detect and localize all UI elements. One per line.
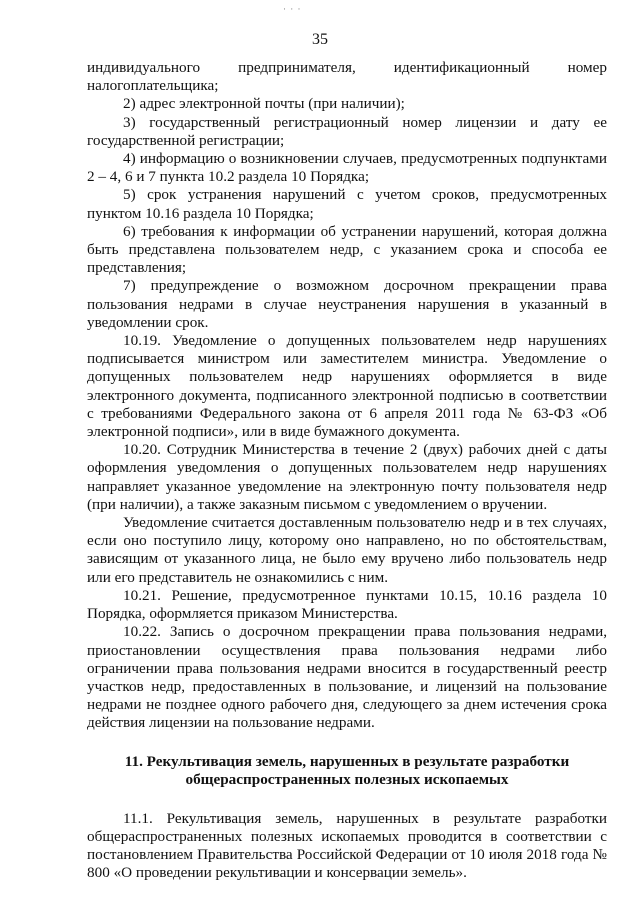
clause-10-20-delivery: Уведомление считается доставленным пользователю недр и в тех случаях, если оно поступило лицу, которому оно направлено, но по обстоятельствам, зависящим от указанного лица, не было ему вручено либо пользователь недр или его представитель не ознакомились с ним. (87, 514, 607, 586)
list-item-5: 5) срок устранения нарушений с учетом сроков, предусмотренных пунктом 10.16 раздела 10 Порядка; (87, 186, 607, 222)
section-heading-line-1: 11. Рекультивация земель, нарушенных в результате разработки (124, 752, 570, 770)
clause-10-22: 10.22. Запись о досрочном прекращении права пользования недрами, приостановлении осуществления права пользования недрами либо ограничении права пользования недрами вносится в государственный реестр участков недр, предоставленных в пользование, и лицензий на пользование недрами не позднее одного рабочего дня, следующего за днем истечения срока действия лицензии на пользование недрами. (87, 623, 607, 732)
section-heading-line-2: общераспространенных полезных ископаемых (185, 771, 509, 789)
page-number: 35 (312, 31, 328, 48)
top-mark: · · · (283, 4, 302, 14)
list-item-4: 4) информацию о возникновении случаев, предусмотренных подпунктами 2 – 4, 6 и 7 пункта 10.2 раздела 10 Порядка; (87, 150, 607, 186)
clause-10-20: 10.20. Сотрудник Министерства в течение 2 (двух) рабочих дней с даты оформления уведомления о допущенных пользователем недр нарушениях направляет указанное уведомление на электронную почту пользователя недр (при наличии), а также заказным письмом с уведомлением о вручении. (87, 441, 607, 513)
list-item-6: 6) требования к информации об устранении нарушений, которая должна быть представлена пользователем недр, с указанием срока и способа ее представления; (87, 222, 607, 277)
list-item-2: 2) адрес электронной почты (при наличии); (123, 95, 405, 113)
clause-11-1: 11.1. Рекультивация земель, нарушенных в результате разработки общераспространенных полезных ископаемых проводится в соответствии с постановлением Правительства Российской Федерации от 10 июля 2018 года № 800 «О проведении рекультивации и консервации земель». (87, 809, 607, 882)
clause-10-19: 10.19. Уведомление о допущенных пользователем недр нарушениях подписывается министром или заместителем министра. Уведомление о допущенных пользователем недр нарушениях оформляется в виде электронного документа, подписанного электронной подписью в соответствии с требованиями Федерального закона от 6 апреля 2011 года № 63-ФЗ «Об электронной подписи», или в виде бумажного документа. (87, 332, 607, 441)
document-body (87, 59, 607, 882)
paragraph-continuation: индивидуального предпринимателя, идентификационный номер налогоплательщика; (87, 59, 607, 95)
list-item-3: 3) государственный регистрационный номер лицензии и дату ее государственной регистрации; (87, 113, 607, 149)
clause-10-21: 10.21. Решение, предусмотренное пунктами 10.15, 10.16 раздела 10 Порядка, оформляется приказом Министерства. (87, 586, 607, 623)
list-item-7: 7) предупреждение о возможном досрочном прекращении права пользования недрами в случае неустранения нарушения в указанный в уведомлении срок. (87, 277, 607, 331)
